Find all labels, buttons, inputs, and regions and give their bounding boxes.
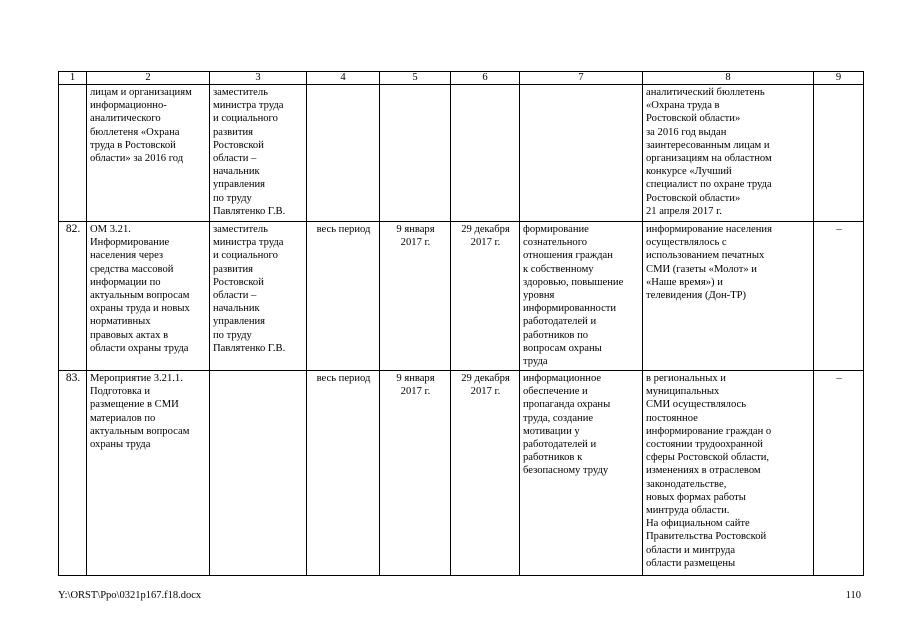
responsible-cell: заместитель министра труда и социального развития Ростовской области – начальник управления по труду Павлятенко Г.В. xyxy=(210,85,307,222)
actual-result-cell: в региональных и муниципальных СМИ осуществлялось постоянное информирование граждан о состоянии трудоохранной сферы Ростовской области, изменениях в отраслевом законодательстве, новых формах работы минтруда области. На официальном сайте Правительства Ростовской области и минтруда области размещены xyxy=(643,371,814,576)
row-number: 83. xyxy=(59,371,87,576)
end-date-cell: 29 декабря 2017 г. xyxy=(451,222,520,371)
column-header-9: 9 xyxy=(814,72,864,85)
responsible-cell: заместитель министра труда и социального развития Ростовской области – начальник управления по труду Павлятенко Г.В. xyxy=(210,222,307,371)
expected-result-cell: формирование сознательного отношения граждан к собственному здоровью, повышение уровня информированности работодателей и работников по вопросам охраны труда xyxy=(520,222,643,371)
start-date-cell: 9 января 2017 г. xyxy=(380,222,451,371)
end-date-cell xyxy=(451,85,520,222)
actual-result-cell: информирование населения осуществлялось с использованием печатных СМИ (газеты «Молот» и «Наше время») и телевидения (Дон-ТР) xyxy=(643,222,814,371)
table-row xyxy=(59,222,864,371)
period-cell: весь период xyxy=(307,222,380,371)
event-cell: Мероприятие 3.21.1. Подготовка и размещение в СМИ материалов по актуальным вопросам охраны труда xyxy=(87,371,210,576)
footer-page-number: 110 xyxy=(845,590,861,601)
row-number xyxy=(59,85,87,222)
column-header-2: 2 xyxy=(87,72,210,85)
expected-result-cell xyxy=(520,85,643,222)
report-table xyxy=(58,71,864,576)
end-date-cell: 29 декабря 2017 г. xyxy=(451,371,520,576)
column-header-5: 5 xyxy=(380,72,451,85)
column-header-1: 1 xyxy=(59,72,87,85)
column-header-4: 4 xyxy=(307,72,380,85)
event-cell: лицам и организациям информационно- аналитического бюллетеня «Охрана труда в Ростовской области» за 2016 год xyxy=(87,85,210,222)
column-header-8: 8 xyxy=(643,72,814,85)
table-header-row xyxy=(59,72,864,85)
expected-result-cell: информационное обеспечение и пропаганда охраны труда, создание мотивации у работодателей и работников к безопасному труду xyxy=(520,371,643,576)
column-header-3: 3 xyxy=(210,72,307,85)
problems-cell xyxy=(814,85,864,222)
responsible-cell xyxy=(210,371,307,576)
start-date-cell xyxy=(380,85,451,222)
problems-cell: – xyxy=(814,222,864,371)
row-number: 82. xyxy=(59,222,87,371)
footer-file-path: Y:\ORST\Ppo\0321p167.f18.docx xyxy=(58,590,202,601)
event-cell: ОМ 3.21. Информирование населения через средства массовой информации по актуальным вопросам охраны труда и новых нормативных правовых актах в области охраны труда xyxy=(87,222,210,371)
period-cell xyxy=(307,85,380,222)
actual-result-cell: аналитический бюллетень «Охрана труда в Ростовской области» за 2016 год выдан заинтересованным лицам и организациям на областном конкурсе «Лучший специалист по охране труда Ростовской области» 21 апреля 2017 г. xyxy=(643,85,814,222)
table-row xyxy=(59,371,864,576)
table-row xyxy=(59,85,864,222)
column-header-7: 7 xyxy=(520,72,643,85)
period-cell: весь период xyxy=(307,371,380,576)
column-header-6: 6 xyxy=(451,72,520,85)
problems-cell: – xyxy=(814,371,864,576)
start-date-cell: 9 января 2017 г. xyxy=(380,371,451,576)
